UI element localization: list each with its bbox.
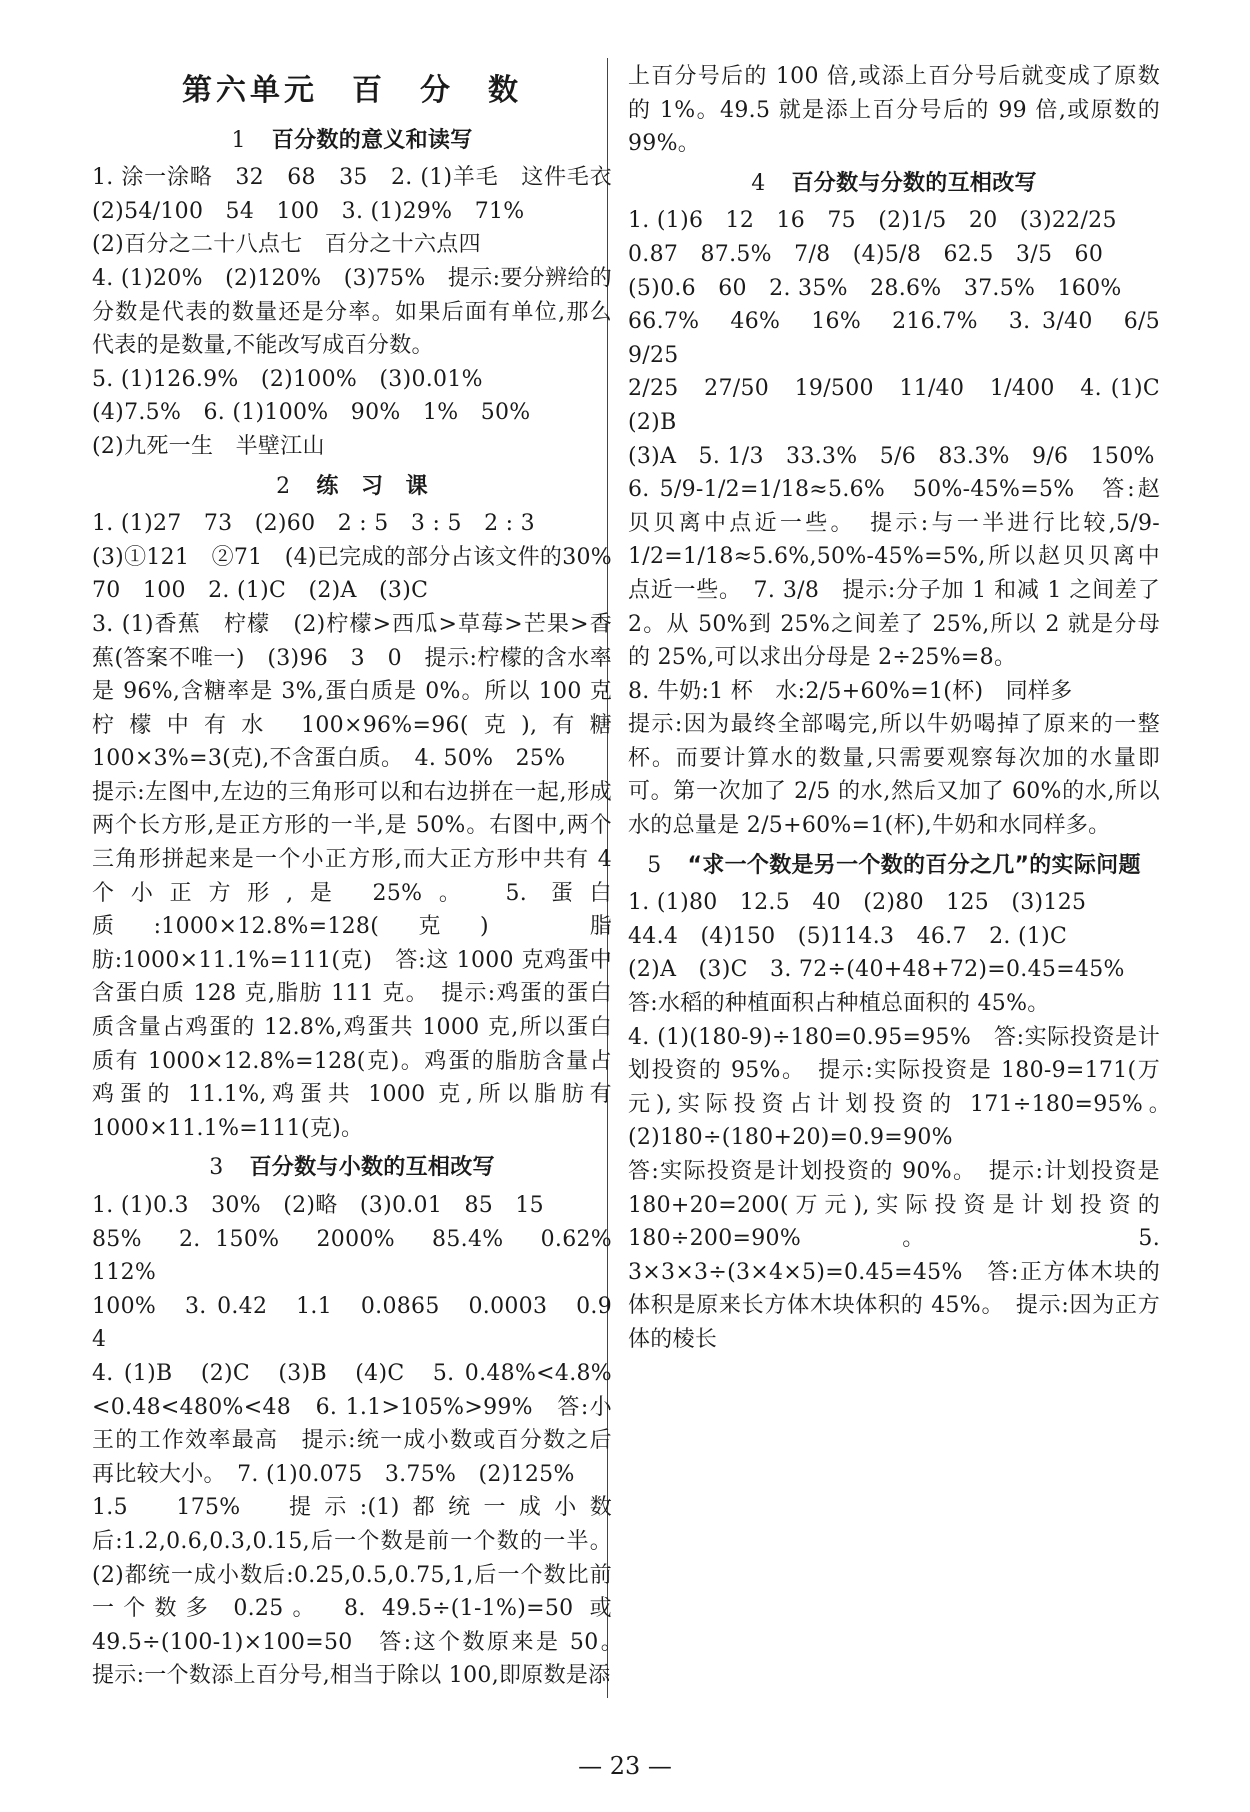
answer-line: 提示:左图中,左边的三角形可以和右边拼在一起,形成两个长方形,是正方形的一半,是 50%。右图中,两个三角形拼起来是一个小正方形,而大正方形中共有 4 个小正方形,是 25%。 5. 蛋白质:1000×12.8%=128(克) 脂肪:1000×11.1%=111(克) 答:这 1000 克鸡蛋中含蛋白质 128 克,脂肪 111 克。 提示:鸡蛋的蛋白质含量占鸡蛋的 12.8%,鸡蛋共 1000 克,所以蛋白质有 1000×12.8%=128(克)。鸡蛋的脂肪含量占鸡蛋的 11.1%,鸡蛋共 1000 克,所以脂肪有 1000×11.1%=111(克)。 — [92, 779, 612, 1141]
answer-line: (2)A (3)C 3. 72÷(40+48+72)=0.45=45% — [628, 957, 1125, 983]
answer-line: 4. (1)B (2)C (3)B (4)C 5. 0.48%<4.8%<0.48<480%<48 6. 1.1>105%>99% 答:小王的工作效率最高 提示:统一成小数或百分数之后再比较大小。 7. (1)0.075 3.75% (2)125% — [92, 1360, 612, 1487]
page-number: — 23 — — [578, 1752, 672, 1780]
answer-line: 5. (1)126.9% (2)100% (3)0.01% — [92, 366, 483, 392]
answer-line: 答:实际投资是计划投资的 90%。 提示:计划投资是 180+20=200(万元),实际投资是计划投资的 180÷200=90%。 5. 3×3×3÷(3×4×5)=0.45=45% 答:正方体木块的体积是原来长方体木块体积的 45%。 提示:因为正方体的棱长 — [628, 1159, 1160, 1352]
section-5-title: 5 “求一个数是另一个数的百分之几”的实际问题 — [647, 852, 1141, 878]
unit-title: 第六单元 百 分 数 — [182, 73, 522, 108]
answer-line: 85% 2. 150% 2000% 85.4% 0.62% 112% — [92, 1226, 635, 1286]
left-column — [92, 60, 635, 1693]
answer-line: 2/25 27/50 19/500 11/40 1/400 4. (1)C (2)B — [628, 376, 1183, 435]
answer-line: 1.5 175% 提示:(1)都统一成小数后:1.2,0.6,0.3,0.15,后一个数是前一个数的一半。(2)都统一成小数后:0.25,0.5,0.75,1,后一个数比前一个数多 0.25。 8. 49.5÷(1-1%)=50 或 49.5÷(100-1)×100=50 答:这个数原来是 50。 提示:一个数添上百分号,相当于除以 100,即原数是添 — [92, 1495, 635, 1689]
answer-line: 答:水稻的种植面积占种植总面积的 45%。 — [628, 991, 1050, 1017]
section-1-title: 1 百分数的意义和读写 — [231, 127, 473, 153]
answer-line: 4. (1)(180-9)÷180=0.95=95% 答:实际投资是计划投资的 95%。 提示:实际投资是 180-9=171(万元),实际投资占计划投资的 171÷180=95%。 (2)180÷(180+20)=0.9=90% — [628, 1024, 1183, 1151]
answer-line: (3)①121 ②71 (4)已完成的部分占该文件的30% 70 100 2. (1)C (2)A (3)C — [92, 544, 635, 604]
answer-line: (5)0.6 60 2. 35% 28.6% 37.5% 160% — [628, 275, 1122, 301]
section-3-title: 3 百分数与小数的互相改写 — [209, 1155, 495, 1181]
answer-line: 提示:因为最终全部喝完,所以牛奶喝掉了原来的一整杯。而要计算水的数量,只需要观察每次加的水量即可。第一次加了 2/5 的水,然后又加了 60%的水,所以水的总量是 2/5+60%=1(杯),牛奶和水同样多。 — [628, 712, 1160, 839]
answer-line: 1. (1)80 12.5 40 (2)80 125 (3)125 — [628, 890, 1087, 916]
answer-line: 100% 3. 0.42 1.1 0.0865 0.0003 0.9 4 — [92, 1293, 635, 1353]
answer-line: (2)百分之二十八点七 百分之十六点四 — [92, 232, 481, 258]
answer-line: 3. (1)香蕉 柠檬 (2)柠檬>西瓜>草莓>芒果>香蕉(答案不唯一) (3)96 3 0 提示:柠檬的含水率是 96%,含糖率是 3%,蛋白质是 0%。所以 100 克柠檬中有水 100×96%=96(克),有糖 100×3%=3(克),不含蛋白质。 4. 50% 25% — [92, 611, 612, 772]
answer-line: 44.4 (4)150 (5)114.3 46.7 2. (1)C — [628, 923, 1068, 949]
answer-line: 0.87 87.5% 7/8 (4)5/8 62.5 3/5 60 — [628, 241, 1104, 267]
section-2-title: 2 练 习 课 — [276, 473, 428, 499]
answer-line: 1. (1)27 73 (2)60 2 : 5 3 : 5 2 : 3 — [92, 511, 535, 537]
answer-line: 1. (1)6 12 16 75 (2)1/5 20 (3)22/25 — [628, 208, 1117, 234]
answer-line: 66.7% 46% 16% 216.7% 3. 3/40 6/5 9/25 — [628, 309, 1183, 368]
answer-line: (3)A 5. 1/3 33.3% 5/6 83.3% 9/6 150% — [628, 443, 1155, 469]
answer-line: 8. 牛奶:1 杯 水:2/5+60%=1(杯) 同样多 — [628, 678, 1073, 704]
section-4-title: 4 百分数与分数的互相改写 — [751, 170, 1037, 196]
answer-line: 6. 5/9-1/2=1/18≈5.6% 50%-45%=5% 答:赵贝贝离中点近一些。 提示:与一半进行比较,5/9-1/2=1/18≈5.6%,50%-45%=5%,所以赵贝贝离中点近一些。 7. 3/8 提示:分子加 1 和减 1 之间差了 2。从 50%到 25%之间差了 25%,所以 2 就是分母的 25%,可以求出分母是 2÷25%=8。 — [628, 477, 1160, 671]
answer-line: (2)九死一生 半壁江山 — [92, 433, 325, 459]
answer-line: 1. (1)0.3 30% (2)略 (3)0.01 85 15 — [92, 1193, 544, 1218]
answer-line: 1. 涂一涂略 32 68 35 2. (1)羊毛 这件毛衣 (2)54/100 54 100 3. (1)29% 71% — [92, 165, 635, 224]
right-column — [628, 60, 1183, 1357]
answer-line: (4)7.5% 6. (1)100% 90% 1% 50% — [92, 400, 531, 426]
answer-line: 4. (1)20% (2)120% (3)75% 提示:要分辨给的分数是代表的数量还是分率。如果后面有单位,那么代表的是数量,不能改写成百分数。 — [92, 265, 612, 359]
answer-line: 上百分号后的 100 倍,或添上百分号后就变成了原数的 1%。49.5 就是添上百分号后的 99 倍,或原数的 99%。 — [628, 64, 1160, 157]
